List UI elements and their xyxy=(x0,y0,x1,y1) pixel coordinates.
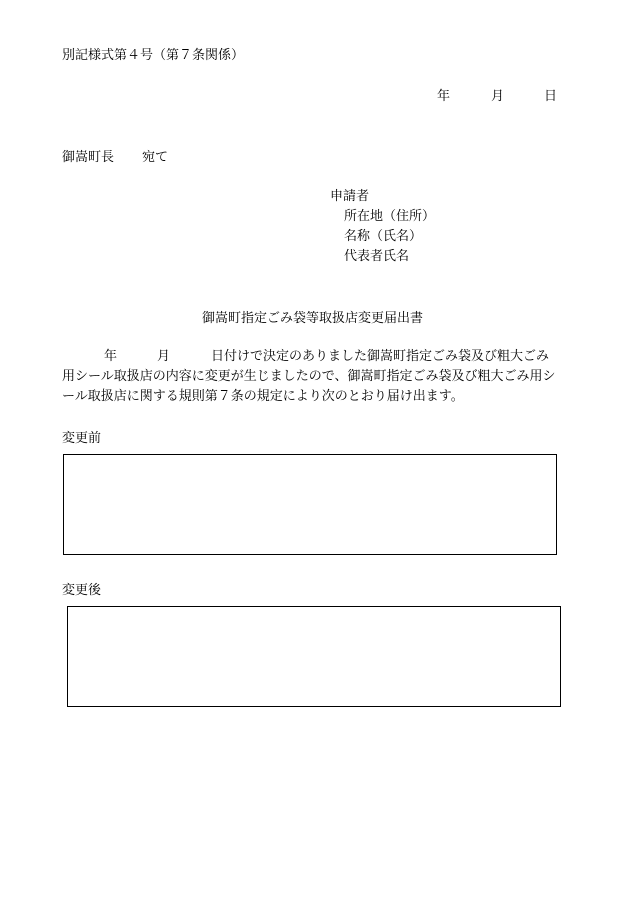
addressee-name: 御嵩町長 xyxy=(62,150,115,165)
body-year: 年 xyxy=(104,349,118,364)
form-number: 別記様式第４号（第７条関係） xyxy=(62,48,245,63)
before-box[interactable] xyxy=(63,454,557,555)
after-label: 変更後 xyxy=(62,583,102,598)
date-month: 月 xyxy=(491,89,505,104)
after-box[interactable] xyxy=(67,606,561,707)
applicant-name-label: 名称（氏名） xyxy=(344,229,423,244)
body-line-1: 日付けで決定のありました御嵩町指定ごみ袋及び粗大ごみ xyxy=(211,349,550,364)
body-line-2: 用シール取扱店の内容に変更が生じましたので、御嵩町指定ごみ袋及び粗大ごみ用シ xyxy=(62,369,556,384)
applicant-representative-label: 代表者氏名 xyxy=(344,249,410,264)
addressee-suffix: 宛て xyxy=(142,150,169,165)
applicant-address-label: 所在地（住所） xyxy=(344,209,436,224)
applicant-heading: 申請者 xyxy=(330,189,370,204)
body-month: 月 xyxy=(157,349,171,364)
document-title: 御嵩町指定ごみ袋等取扱店変更届出書 xyxy=(202,311,424,326)
body-line-3: ール取扱店に関する規則第７条の規定により次のとおり届け出ます。 xyxy=(62,389,464,404)
date-day: 日 xyxy=(544,89,558,104)
before-label: 変更前 xyxy=(62,431,102,446)
date-year: 年 xyxy=(437,89,451,104)
